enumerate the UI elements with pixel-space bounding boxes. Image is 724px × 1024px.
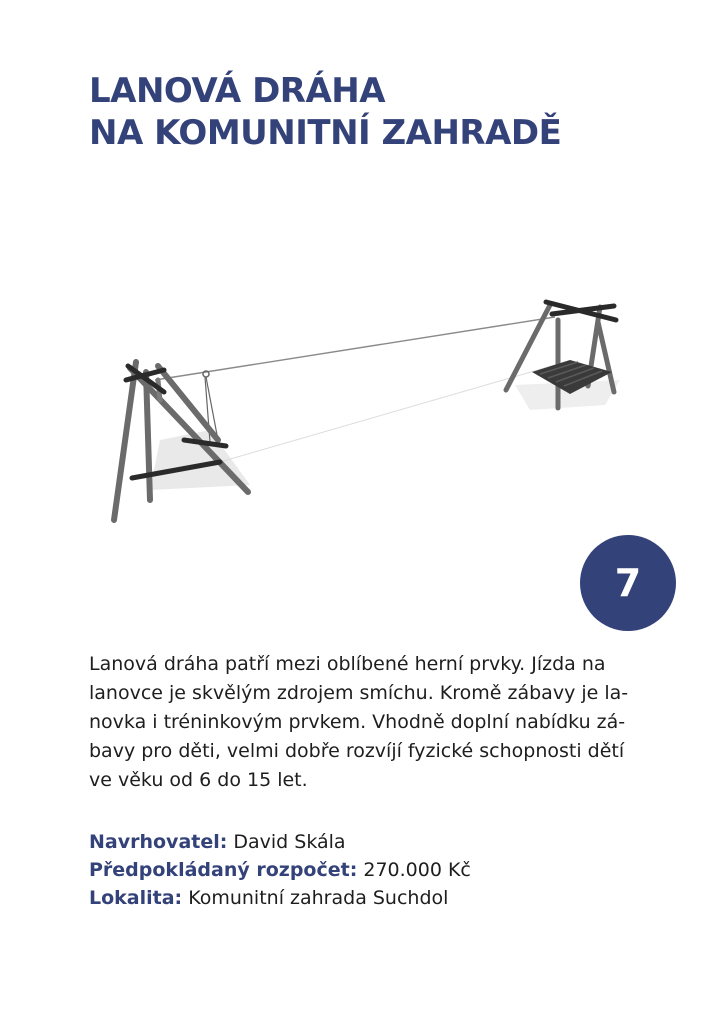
project-number-badge bbox=[580, 535, 676, 631]
author-row bbox=[89, 828, 471, 856]
description-line-2: lanovce je skvělým zdrojem smíchu. Kromě zábavy je la- bbox=[89, 682, 629, 704]
project-metadata bbox=[89, 828, 471, 912]
description-line-4: bavy pro děti, velmi dobře rozvíjí fyzické schopnosti dětí bbox=[89, 740, 625, 762]
zipline-illustration bbox=[100, 290, 640, 530]
description-line-3: novka i tréninkovým prvkem. Vhodně doplní nabídku zá- bbox=[89, 711, 626, 733]
location-value: Komunitní zahrada Suchdol bbox=[182, 887, 449, 909]
zipline-with-wooden-a-frames-icon bbox=[100, 290, 640, 530]
author-value: David Skála bbox=[227, 831, 346, 853]
project-number: 7 bbox=[614, 561, 642, 605]
budget-row bbox=[89, 856, 471, 884]
budget-label: Předpokládaný rozpočet: bbox=[89, 859, 358, 881]
description-line-1: Lanová dráha patří mezi oblíbené herní prvky. Jízda na bbox=[89, 653, 606, 675]
project-description bbox=[89, 650, 649, 795]
title-line-1: LANOVÁ DRÁHA bbox=[89, 71, 386, 111]
page-title bbox=[89, 70, 561, 154]
description-line-5: ve věku od 6 do 15 let. bbox=[89, 769, 308, 791]
budget-value: 270.000 Kč bbox=[357, 859, 471, 881]
location-label: Lokalita: bbox=[89, 887, 183, 909]
location-row bbox=[89, 884, 471, 912]
author-label: Navrhovatel: bbox=[89, 831, 228, 853]
title-line-2: NA KOMUNITNÍ ZAHRADĚ bbox=[89, 113, 562, 153]
